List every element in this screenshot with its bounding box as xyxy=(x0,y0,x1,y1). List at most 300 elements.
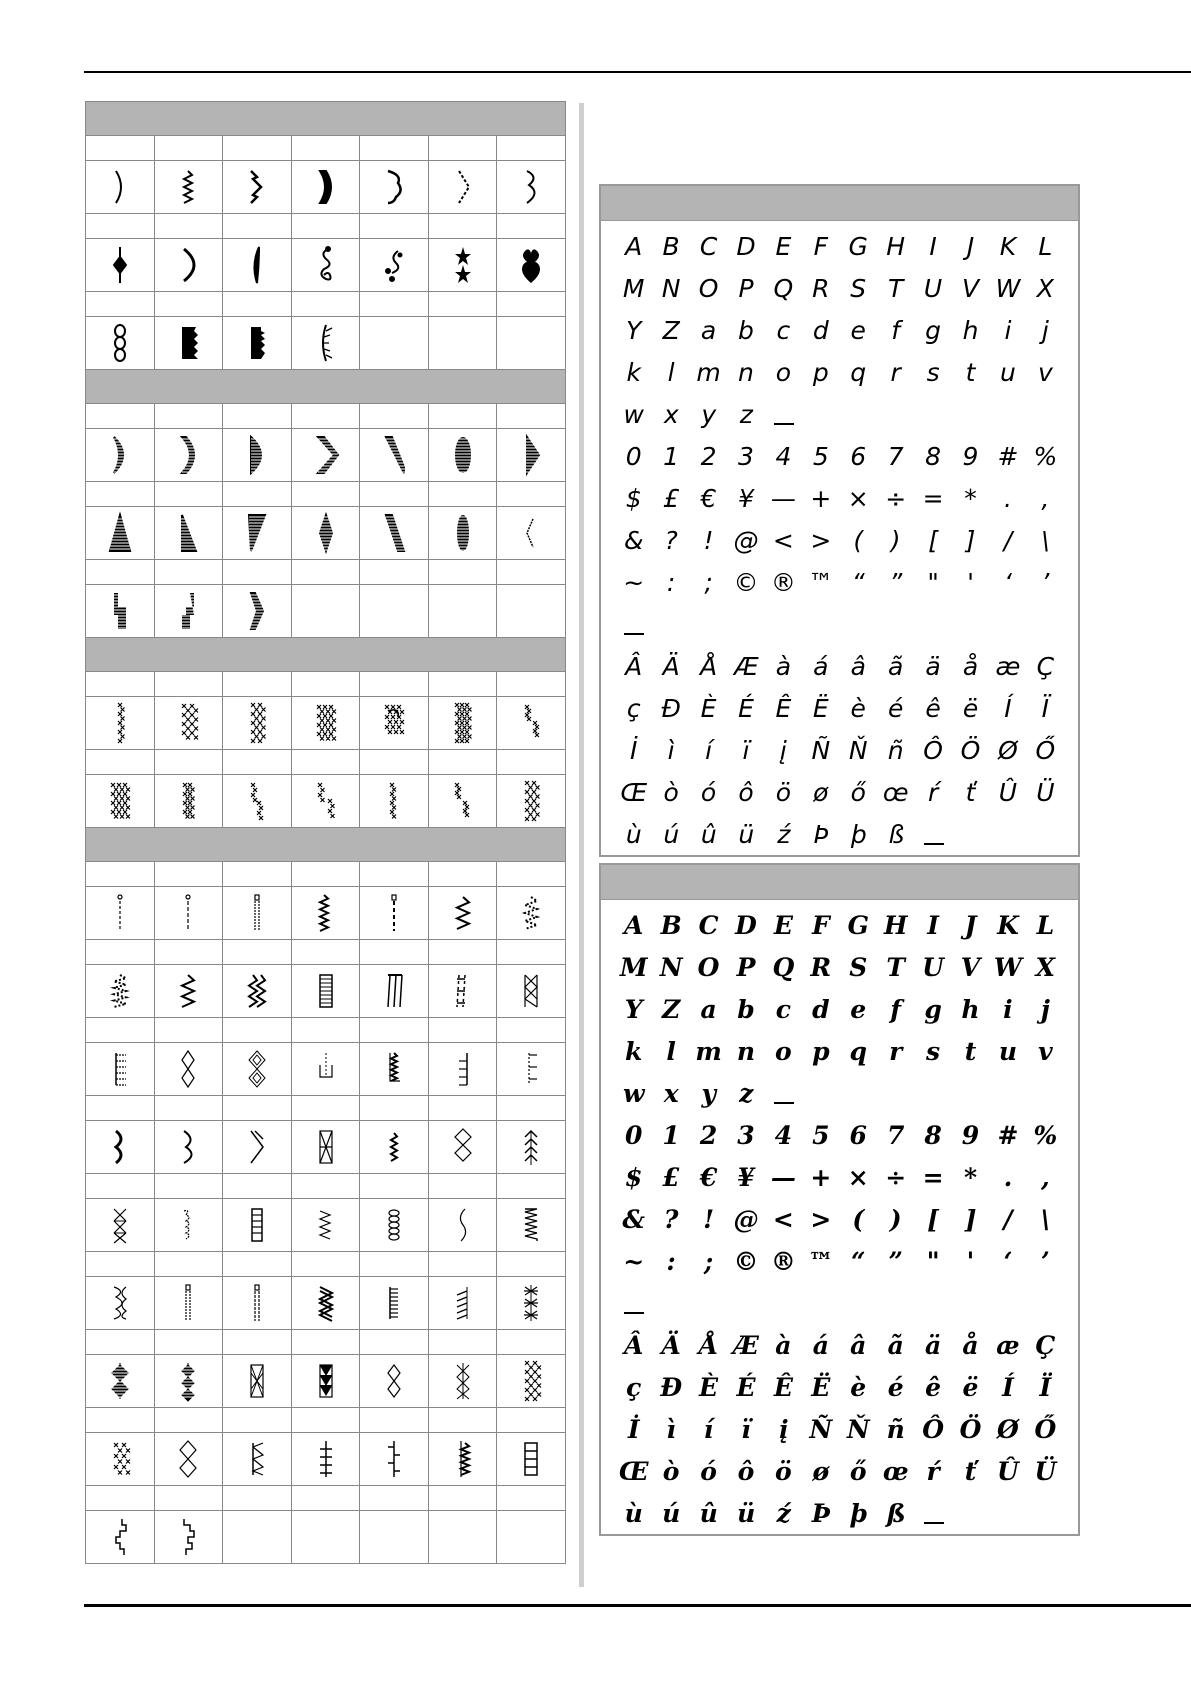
character-glyph[interactable]: ü xyxy=(737,1498,756,1528)
character-glyph[interactable]: Ä xyxy=(661,1330,681,1360)
character-glyph[interactable]: = xyxy=(922,483,944,513)
stitch-cross-grid-icon[interactable] xyxy=(223,697,292,749)
character-glyph[interactable]: G xyxy=(847,910,869,940)
character-glyph[interactable]: # xyxy=(997,1120,1019,1150)
character-glyph[interactable]: ‘ xyxy=(1003,567,1012,597)
character-glyph[interactable]: È xyxy=(699,1372,719,1402)
character-glyph[interactable]: / xyxy=(1003,525,1013,555)
character-glyph[interactable]: w xyxy=(622,1078,645,1108)
stitch-zig-small-icon[interactable] xyxy=(360,1121,429,1173)
character-glyph[interactable]: v xyxy=(1037,357,1053,387)
stitch-diamond-grid-dense-icon[interactable] xyxy=(497,1355,565,1407)
character-glyph[interactable]: ì xyxy=(666,1414,676,1444)
stitch-arrows-up-icon[interactable] xyxy=(497,1121,565,1173)
character-glyph[interactable]: r xyxy=(890,357,901,387)
character-glyph[interactable]: ť xyxy=(965,777,976,807)
stitch-leaf-curve-icon[interactable] xyxy=(223,239,292,291)
stitch-stars-icon[interactable] xyxy=(429,239,498,291)
stitch-satin-slant-icon[interactable] xyxy=(360,429,429,481)
character-glyph[interactable]: A xyxy=(625,231,643,261)
character-glyph[interactable]: O xyxy=(698,273,719,303)
character-glyph[interactable]: ã xyxy=(888,651,904,681)
character-glyph[interactable]: 2 xyxy=(699,1120,718,1150)
character-glyph[interactable]: Í xyxy=(1002,1372,1014,1402)
character-glyph[interactable]: ù xyxy=(625,819,642,849)
character-glyph[interactable]: k xyxy=(625,1036,643,1066)
character-glyph[interactable]: Ü xyxy=(1034,1456,1057,1486)
character-glyph[interactable]: Û xyxy=(998,777,1018,807)
character-glyph[interactable]: % xyxy=(1033,441,1058,471)
stitch-diamond-double-icon[interactable] xyxy=(223,1043,292,1095)
character-glyph[interactable]: D xyxy=(736,231,756,261)
stitch-zigzag-wide-icon[interactable] xyxy=(429,887,498,939)
character-glyph[interactable]: è xyxy=(850,693,866,723)
stitch-cross-swirl-icon[interactable] xyxy=(360,697,429,749)
character-glyph[interactable]: £ xyxy=(663,483,680,513)
space-character[interactable] xyxy=(915,1501,953,1526)
character-glyph[interactable]: F xyxy=(813,231,829,261)
character-glyph[interactable]: Y xyxy=(626,315,642,345)
character-glyph[interactable]: Æ xyxy=(733,1330,759,1360)
character-glyph[interactable]: í xyxy=(703,1414,714,1444)
character-glyph[interactable]: ä xyxy=(925,651,941,681)
character-glyph[interactable]: A xyxy=(624,910,644,940)
character-glyph[interactable]: ; xyxy=(703,1246,714,1276)
character-glyph[interactable]: J xyxy=(964,910,977,940)
character-glyph[interactable]: Đ xyxy=(660,1372,683,1402)
character-glyph[interactable]: h xyxy=(961,994,980,1024)
stitch-chevron-arc-icon[interactable] xyxy=(155,239,224,291)
stitch-curve-arc-icon[interactable] xyxy=(86,161,155,213)
character-glyph[interactable]: ¥ xyxy=(737,1162,755,1192)
character-glyph[interactable]: K xyxy=(997,910,1019,940)
character-glyph[interactable]: z xyxy=(739,1078,754,1108)
character-glyph[interactable]: , xyxy=(1041,483,1050,513)
character-glyph[interactable]: ( xyxy=(852,1204,865,1234)
stitch-diamond-grid-icon[interactable] xyxy=(429,1121,498,1173)
character-glyph[interactable]: Z xyxy=(662,315,680,345)
character-glyph[interactable]: į xyxy=(779,735,787,765)
character-glyph[interactable]: ï xyxy=(742,735,750,765)
character-glyph[interactable]: I xyxy=(929,231,937,261)
stitch-heart-icon[interactable] xyxy=(497,239,565,291)
space-character[interactable] xyxy=(615,1291,653,1316)
character-glyph[interactable]: ? xyxy=(663,1204,679,1234)
stitch-keyhole-broken-icon[interactable] xyxy=(360,887,429,939)
character-glyph[interactable]: ź xyxy=(776,1498,791,1528)
character-glyph[interactable]: Đ xyxy=(661,693,681,723)
character-glyph[interactable]: Æ xyxy=(733,651,759,681)
character-glyph[interactable]: z xyxy=(739,399,753,429)
character-glyph[interactable]: @ xyxy=(733,525,759,555)
character-glyph[interactable]: ÷ xyxy=(885,483,907,513)
character-glyph[interactable]: C xyxy=(698,910,719,940)
character-glyph[interactable]: ő xyxy=(849,1456,867,1486)
stitch-cross-slant-icon[interactable] xyxy=(429,775,498,827)
character-glyph[interactable]: l xyxy=(666,1036,676,1066)
character-glyph[interactable]: X xyxy=(1036,273,1054,303)
character-glyph[interactable]: x xyxy=(663,399,679,429)
character-glyph[interactable]: + xyxy=(810,1162,832,1192)
stitch-cross-lattice-icon[interactable] xyxy=(497,775,565,827)
stitch-diamond-outline-icon[interactable] xyxy=(155,1433,224,1485)
character-glyph[interactable]: D xyxy=(735,910,757,940)
character-glyph[interactable]: d xyxy=(812,994,830,1024)
character-glyph[interactable]: S xyxy=(850,273,867,303)
character-glyph[interactable]: E xyxy=(775,231,792,261)
stitch-ladder-rails-icon[interactable] xyxy=(223,1199,292,1251)
character-glyph[interactable]: ô xyxy=(738,777,754,807)
stitch-blind-hem-zig-icon[interactable] xyxy=(360,1043,429,1095)
character-glyph[interactable]: 3 xyxy=(737,1120,755,1150)
stitch-comb-left-icon[interactable] xyxy=(86,1043,155,1095)
character-glyph[interactable]: å xyxy=(962,651,979,681)
character-glyph[interactable]: ! xyxy=(703,1204,715,1234)
character-glyph[interactable]: > xyxy=(810,1204,832,1234)
stitch-squiggle-icon[interactable] xyxy=(155,1199,224,1251)
character-glyph[interactable]: V xyxy=(960,952,981,982)
stitch-zigzag-double-icon[interactable] xyxy=(223,965,292,1017)
character-glyph[interactable]: É xyxy=(738,693,754,723)
character-glyph[interactable]: ï xyxy=(741,1414,751,1444)
character-glyph[interactable]: n xyxy=(736,1036,756,1066)
stitch-satin-small-chevron-icon[interactable] xyxy=(497,507,565,559)
stitch-cross-block-icon[interactable] xyxy=(429,697,498,749)
character-glyph[interactable]: è xyxy=(850,1372,867,1402)
character-glyph[interactable]: é xyxy=(887,693,904,723)
stitch-cross-double-icon[interactable] xyxy=(155,697,224,749)
character-glyph[interactable]: o xyxy=(775,1036,792,1066)
stitch-satin-wedge-icon[interactable] xyxy=(155,507,224,559)
character-glyph[interactable]: / xyxy=(1003,1204,1013,1234)
character-glyph[interactable]: C xyxy=(699,231,718,261)
stitch-box-lattice-icon[interactable] xyxy=(223,1355,292,1407)
character-glyph[interactable]: T xyxy=(888,273,904,303)
stitch-satin-step-right-icon[interactable] xyxy=(155,585,224,637)
stitch-zigzag-dotted-icon[interactable] xyxy=(497,887,565,939)
character-glyph[interactable]: Ü xyxy=(1036,777,1055,807)
character-glyph[interactable]: € xyxy=(700,483,717,513)
character-glyph[interactable]: × xyxy=(847,483,869,513)
stitch-x-dotted-icon[interactable] xyxy=(86,1433,155,1485)
character-glyph[interactable]: ü xyxy=(738,819,755,849)
stitch-box-bars-icon[interactable] xyxy=(497,1433,565,1485)
character-glyph[interactable]: ” xyxy=(889,567,903,597)
stitch-satin-triangle-icon[interactable] xyxy=(497,429,565,481)
character-glyph[interactable]: Ô xyxy=(923,735,943,765)
character-glyph[interactable]: J xyxy=(966,231,975,261)
character-glyph[interactable]: t xyxy=(965,357,976,387)
character-glyph[interactable]: Œ xyxy=(618,1456,649,1486)
character-glyph[interactable]: ç xyxy=(626,693,641,723)
character-glyph[interactable]: ? xyxy=(664,525,678,555)
stitch-cross-zig-icon[interactable] xyxy=(155,775,224,827)
character-glyph[interactable]: M xyxy=(622,273,645,303)
character-glyph[interactable]: Â xyxy=(625,651,643,681)
character-glyph[interactable]: ë xyxy=(962,693,979,723)
character-glyph[interactable]: á xyxy=(812,1330,829,1360)
character-glyph[interactable]: “ xyxy=(851,1246,866,1276)
character-glyph[interactable]: Þ xyxy=(813,819,829,849)
character-glyph[interactable]: " xyxy=(926,1246,940,1276)
character-glyph[interactable]: \ xyxy=(1041,525,1050,555)
character-glyph[interactable]: Ä xyxy=(662,651,680,681)
character-glyph[interactable]: È xyxy=(700,693,717,723)
character-glyph[interactable]: g xyxy=(925,315,942,345)
stitch-swirl-dots-icon[interactable] xyxy=(360,239,429,291)
character-glyph[interactable]: , xyxy=(1040,1162,1050,1192)
character-glyph[interactable]: u xyxy=(1000,357,1016,387)
stitch-zigzag-open-icon[interactable] xyxy=(155,965,224,1017)
stitch-thin-chevron-icon[interactable] xyxy=(429,161,498,213)
character-glyph[interactable]: s xyxy=(926,357,940,387)
character-glyph[interactable]: 6 xyxy=(850,441,867,471)
stitch-keyhole-dashed-2-icon[interactable] xyxy=(223,1277,292,1329)
character-glyph[interactable]: Ë xyxy=(811,1372,831,1402)
character-glyph[interactable]: ú xyxy=(662,1498,681,1528)
character-glyph[interactable]: é xyxy=(887,1372,904,1402)
character-glyph[interactable]: Ö xyxy=(960,735,981,765)
stitch-diamond-string-icon[interactable] xyxy=(155,1355,224,1407)
character-glyph[interactable]: ‘ xyxy=(1003,1246,1013,1276)
stitch-bold-chevron-icon[interactable] xyxy=(292,161,361,213)
character-glyph[interactable]: © xyxy=(733,567,759,597)
character-glyph[interactable]: Ň xyxy=(846,1414,870,1444)
character-glyph[interactable]: à xyxy=(775,1330,792,1360)
stitch-cross-diagonal-icon[interactable] xyxy=(497,697,565,749)
character-glyph[interactable]: — xyxy=(770,1162,796,1192)
character-glyph[interactable]: Ê xyxy=(773,1372,793,1402)
character-glyph[interactable]: u xyxy=(998,1036,1018,1066)
character-glyph[interactable]: ŕ xyxy=(927,777,939,807)
character-glyph[interactable]: ¥ xyxy=(738,483,754,513)
character-glyph[interactable]: = xyxy=(922,1162,944,1192)
character-glyph[interactable]: Ö xyxy=(959,1414,982,1444)
character-glyph[interactable]: f xyxy=(890,994,902,1024)
character-glyph[interactable]: . xyxy=(1003,1162,1013,1192)
character-glyph[interactable]: ® xyxy=(770,1246,796,1276)
character-glyph[interactable]: Œ xyxy=(620,777,648,807)
character-glyph[interactable]: 8 xyxy=(925,441,942,471)
character-glyph[interactable]: ó xyxy=(700,777,717,807)
character-glyph[interactable]: m xyxy=(696,357,721,387)
stitch-stair-zig-icon[interactable] xyxy=(86,1511,155,1563)
character-glyph[interactable]: Ç xyxy=(1035,1330,1056,1360)
space-character[interactable] xyxy=(765,402,803,427)
character-glyph[interactable]: Ø xyxy=(998,735,1018,765)
character-glyph[interactable]: ë xyxy=(962,1372,979,1402)
character-glyph[interactable]: H xyxy=(883,910,908,940)
stitch-straight-keyhole-icon[interactable] xyxy=(86,887,155,939)
character-glyph[interactable]: Ê xyxy=(775,693,792,723)
character-glyph[interactable]: Q xyxy=(773,273,794,303)
stitch-spiral-s-icon[interactable] xyxy=(292,239,361,291)
character-glyph[interactable]: ø xyxy=(813,777,829,807)
stitch-ladder-box-icon[interactable] xyxy=(292,965,361,1017)
character-glyph[interactable]: æ xyxy=(995,651,1021,681)
stitch-box-x-icon[interactable] xyxy=(292,1121,361,1173)
character-glyph[interactable]: æ xyxy=(996,1330,1020,1360)
character-glyph[interactable]: ' xyxy=(967,567,974,597)
stitch-scallop-left-icon[interactable] xyxy=(86,1121,155,1173)
character-glyph[interactable]: í xyxy=(705,735,713,765)
character-glyph[interactable]: ö xyxy=(775,777,792,807)
stitch-scallop-arc-icon[interactable] xyxy=(360,161,429,213)
stitch-slant-bars-icon[interactable] xyxy=(360,965,429,1017)
character-glyph[interactable]: q xyxy=(849,1036,867,1066)
character-glyph[interactable]: j xyxy=(1041,315,1049,345)
character-glyph[interactable]: U xyxy=(922,952,944,982)
character-glyph[interactable]: N xyxy=(661,273,681,303)
character-glyph[interactable]: [ xyxy=(928,525,938,555)
character-glyph[interactable]: 2 xyxy=(700,441,717,471)
character-glyph[interactable]: ÷ xyxy=(885,1162,907,1192)
character-glyph[interactable]: 6 xyxy=(849,1120,867,1150)
character-glyph[interactable]: O xyxy=(697,952,720,982)
stitch-star-column-icon[interactable] xyxy=(497,1277,565,1329)
character-glyph[interactable]: ä xyxy=(924,1330,942,1360)
character-glyph[interactable]: Å xyxy=(700,651,718,681)
character-glyph[interactable]: ò xyxy=(663,777,679,807)
character-glyph[interactable]: ñ xyxy=(887,735,904,765)
character-glyph[interactable]: ’ xyxy=(1040,1246,1050,1276)
character-glyph[interactable]: İ xyxy=(630,735,638,765)
stitch-cross-column-icon[interactable] xyxy=(86,697,155,749)
character-glyph[interactable]: 7 xyxy=(887,441,904,471)
stitch-satin-step-left-icon[interactable] xyxy=(86,585,155,637)
character-glyph[interactable]: & xyxy=(623,525,644,555)
character-glyph[interactable]: a xyxy=(700,315,717,345)
character-glyph[interactable]: Ň xyxy=(848,735,868,765)
stitch-x-stack-icon[interactable] xyxy=(86,1199,155,1251)
character-glyph[interactable]: S xyxy=(849,952,868,982)
character-glyph[interactable]: Ő xyxy=(1035,735,1056,765)
stitch-diamond-mesh-icon[interactable] xyxy=(429,1355,498,1407)
character-glyph[interactable]: i xyxy=(1004,315,1012,345)
character-glyph[interactable]: + xyxy=(810,483,832,513)
character-glyph[interactable]: ź xyxy=(777,819,791,849)
character-glyph[interactable]: L xyxy=(1036,910,1055,940)
character-glyph[interactable]: â xyxy=(850,651,866,681)
character-glyph[interactable]: Ñ xyxy=(811,735,831,765)
character-glyph[interactable]: ~ xyxy=(623,1246,645,1276)
stitch-cross-scatter-icon[interactable] xyxy=(360,775,429,827)
character-glyph[interactable]: : xyxy=(666,567,676,597)
character-glyph[interactable]: û xyxy=(699,1498,718,1528)
character-glyph[interactable]: œ xyxy=(882,1456,909,1486)
character-glyph[interactable]: Ç xyxy=(1036,651,1055,681)
character-glyph[interactable]: 4 xyxy=(775,441,792,471)
character-glyph[interactable]: Q xyxy=(772,952,795,982)
stitch-cross-chevron-icon[interactable] xyxy=(292,775,361,827)
character-glyph[interactable]: ő xyxy=(850,777,866,807)
character-glyph[interactable]: j xyxy=(1040,994,1050,1024)
character-glyph[interactable]: [ xyxy=(927,1204,939,1234)
character-glyph[interactable]: 5 xyxy=(812,441,829,471)
character-glyph[interactable]: > xyxy=(810,525,832,555)
character-glyph[interactable]: į xyxy=(778,1414,789,1444)
character-glyph[interactable]: b xyxy=(737,994,755,1024)
stitch-figure-eight-icon[interactable] xyxy=(86,317,155,369)
character-glyph[interactable]: p xyxy=(812,1036,830,1066)
stitch-cross-curve-icon[interactable] xyxy=(223,775,292,827)
space-character[interactable] xyxy=(615,612,653,637)
character-glyph[interactable]: b xyxy=(738,315,754,345)
character-glyph[interactable]: ' xyxy=(966,1246,975,1276)
character-glyph[interactable]: É xyxy=(736,1372,756,1402)
character-glyph[interactable]: e xyxy=(850,994,867,1024)
stitch-diamond-drop-icon[interactable] xyxy=(86,239,155,291)
stitch-triple-keyhole-icon[interactable] xyxy=(223,887,292,939)
character-glyph[interactable]: ß xyxy=(888,819,905,849)
character-glyph[interactable]: B xyxy=(660,910,682,940)
stitch-zigzag-line-icon[interactable] xyxy=(155,161,224,213)
character-glyph[interactable]: å xyxy=(962,1330,979,1360)
character-glyph[interactable]: Ő xyxy=(1034,1414,1057,1444)
character-glyph[interactable]: ø xyxy=(812,1456,830,1486)
character-glyph[interactable]: M xyxy=(619,952,648,982)
stitch-cross-wide-icon[interactable] xyxy=(292,697,361,749)
stitch-diamond-knot-icon[interactable] xyxy=(86,1355,155,1407)
character-glyph[interactable]: W xyxy=(993,952,1022,982)
stitch-satin-lens-icon[interactable] xyxy=(429,507,498,559)
character-glyph[interactable]: û xyxy=(700,819,717,849)
stitch-feather-vine-icon[interactable] xyxy=(292,317,361,369)
character-glyph[interactable]: 3 xyxy=(738,441,754,471)
character-glyph[interactable]: ô xyxy=(737,1456,755,1486)
character-glyph[interactable]: Þ xyxy=(811,1498,831,1528)
character-glyph[interactable]: m xyxy=(695,1036,722,1066)
character-glyph[interactable]: P xyxy=(736,952,756,982)
character-glyph[interactable]: á xyxy=(813,651,829,681)
character-glyph[interactable]: " xyxy=(927,567,939,597)
character-glyph[interactable]: $ xyxy=(625,1162,643,1192)
stitch-satin-inverted-wedge-icon[interactable] xyxy=(223,507,292,559)
character-glyph[interactable]: R xyxy=(812,273,830,303)
stitch-keyhole-dashed-icon[interactable] xyxy=(155,1277,224,1329)
character-glyph[interactable]: $ xyxy=(625,483,642,513)
character-glyph[interactable]: Ô xyxy=(922,1414,944,1444)
character-glyph[interactable]: ) xyxy=(889,1204,902,1234)
character-glyph[interactable]: ò xyxy=(662,1456,680,1486)
character-glyph[interactable]: ã xyxy=(887,1330,904,1360)
character-glyph[interactable]: “ xyxy=(851,567,865,597)
stitch-satin-parallelogram-icon[interactable] xyxy=(360,507,429,559)
stitch-cross-diamond-icon[interactable] xyxy=(86,775,155,827)
stitch-comb-tall-icon[interactable] xyxy=(360,1277,429,1329)
character-glyph[interactable]: Ø xyxy=(997,1414,1019,1444)
space-character[interactable] xyxy=(765,1081,803,1106)
character-glyph[interactable]: ì xyxy=(667,735,675,765)
character-glyph[interactable]: Å xyxy=(698,1330,719,1360)
character-glyph[interactable]: ® xyxy=(770,567,796,597)
stitch-stair-zig-2-icon[interactable] xyxy=(155,1511,224,1563)
character-glyph[interactable]: & xyxy=(622,1204,645,1234)
character-glyph[interactable]: 0 xyxy=(625,441,642,471)
character-glyph[interactable]: g xyxy=(924,994,942,1024)
character-glyph[interactable]: Ë xyxy=(812,693,829,723)
character-glyph[interactable]: < xyxy=(772,1204,794,1234)
character-glyph[interactable]: : xyxy=(666,1246,676,1276)
stitch-step-chevron-icon[interactable] xyxy=(223,161,292,213)
stitch-wave-bars-icon[interactable] xyxy=(292,1199,361,1251)
character-glyph[interactable]: l xyxy=(667,357,675,387)
character-glyph[interactable]: \ xyxy=(1040,1204,1050,1234)
stitch-satin-step-chevron-icon[interactable] xyxy=(223,585,292,637)
stitch-bead-chain-icon[interactable] xyxy=(360,1199,429,1251)
character-glyph[interactable]: ť xyxy=(964,1456,977,1486)
character-glyph[interactable]: 5 xyxy=(812,1120,830,1150)
